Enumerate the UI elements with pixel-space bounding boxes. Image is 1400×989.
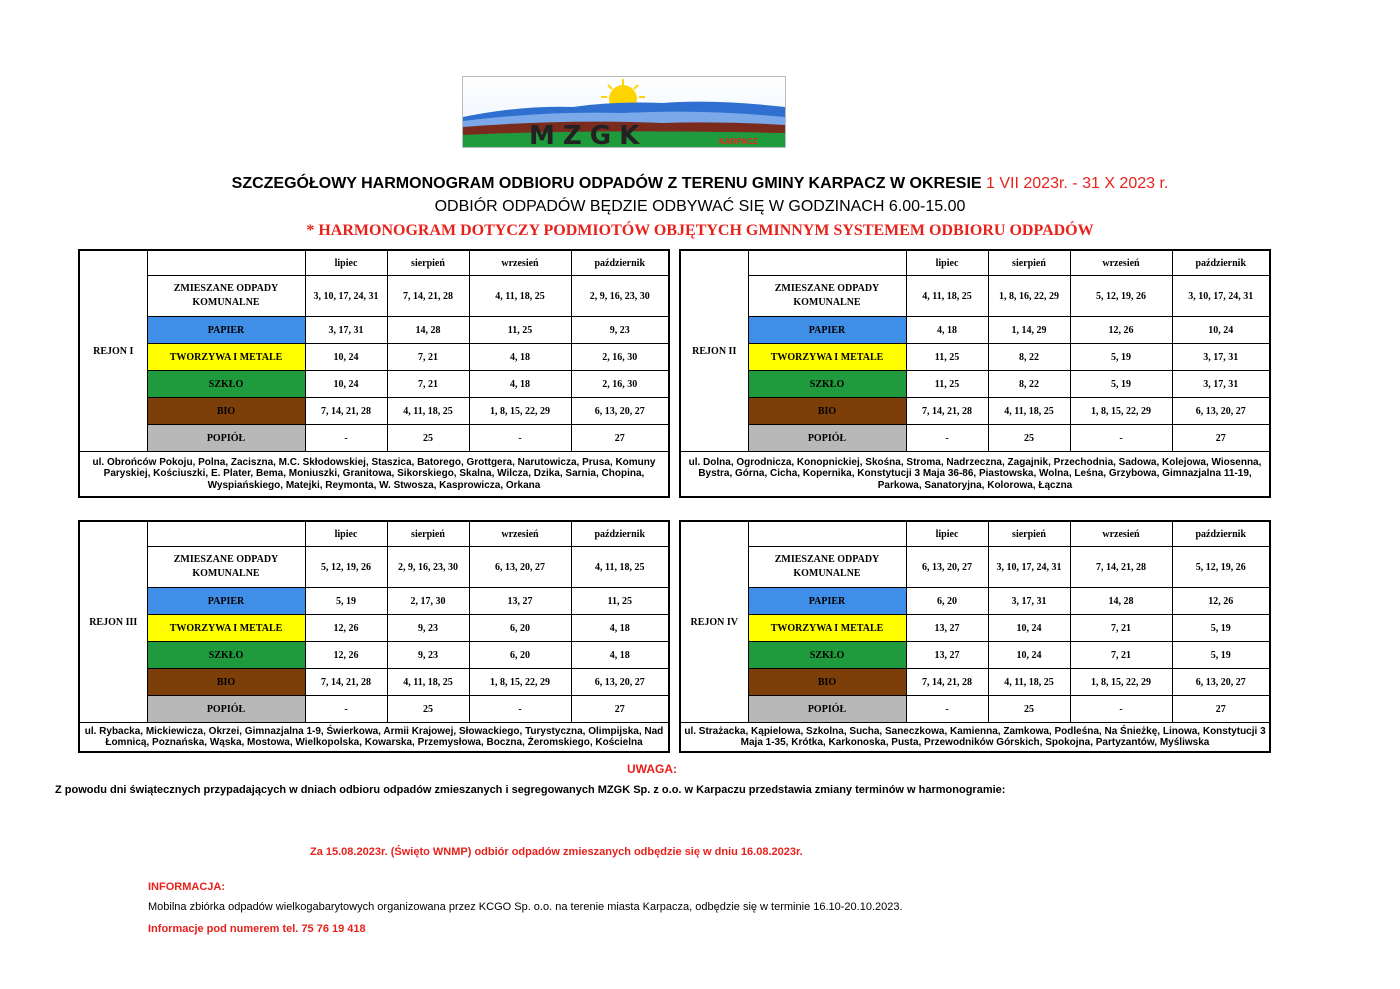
table-row: [680, 344, 1270, 371]
waste-type-label: TWORZYWA I METALE: [147, 344, 305, 371]
pickup-dates-cell: 9, 23: [387, 642, 469, 669]
pickup-dates-cell: 12, 26: [305, 642, 387, 669]
month-header: lipiec: [906, 250, 988, 276]
table-row: [79, 425, 669, 452]
pickup-dates-cell: 7, 21: [1070, 642, 1172, 669]
region-name: REJON I: [79, 250, 147, 452]
pickup-dates-cell: 5, 12, 19, 26: [305, 547, 387, 588]
pickup-dates-cell: 4, 11, 18, 25: [469, 276, 571, 317]
pickup-dates-cell: 27: [571, 425, 669, 452]
table-row: [79, 344, 669, 371]
month-header: sierpień: [988, 250, 1070, 276]
info-phone: Informacje pod numerem tel. 75 76 19 418: [148, 923, 366, 935]
pickup-dates-cell: 27: [1172, 696, 1270, 723]
pickup-dates-cell: 1, 8, 16, 22, 29: [988, 276, 1070, 317]
pickup-dates-cell: 2, 9, 16, 23, 30: [571, 276, 669, 317]
waste-type-label: BIO: [748, 669, 906, 696]
table-row: [680, 696, 1270, 723]
region-table-3: [78, 520, 670, 753]
pickup-dates-cell: 12, 26: [305, 615, 387, 642]
pickup-dates-cell: 25: [387, 696, 469, 723]
pickup-dates-cell: 4, 11, 18, 25: [387, 669, 469, 696]
pickup-dates-cell: 14, 28: [1070, 588, 1172, 615]
pickup-dates-cell: 9, 23: [387, 615, 469, 642]
table-row: [680, 669, 1270, 696]
pickup-dates-cell: 3, 10, 17, 24, 31: [305, 276, 387, 317]
table-row: [79, 615, 669, 642]
header-blank: [147, 521, 305, 547]
pickup-dates-cell: 7, 21: [1070, 615, 1172, 642]
month-header: wrzesień: [1070, 521, 1172, 547]
waste-type-label: PAPIER: [147, 317, 305, 344]
month-header: październik: [571, 521, 669, 547]
streets-list: ul. Rybacka, Mickiewicza, Okrzei, Gimnazjalna 1-9, Świerkowa, Armii Krajowej, Słowackiego, Turystyczna, Olimpijska, Nad Łomnicą, Poznańska, Wąska, Mostowa, Wielkopolska, Kowarska, Przemysłowa, Boczna, Żeromskiego, Kościelna: [79, 723, 669, 753]
pickup-dates-cell: 12, 26: [1070, 317, 1172, 344]
table-row: [79, 588, 669, 615]
pickup-dates-cell: 10, 24: [988, 615, 1070, 642]
table-row: [79, 276, 669, 317]
pickup-dates-cell: 6, 13, 20, 27: [571, 398, 669, 425]
pickup-dates-cell: 3, 17, 31: [1172, 371, 1270, 398]
pickup-dates-cell: 13, 27: [906, 615, 988, 642]
pickup-dates-cell: 6, 13, 20, 27: [1172, 669, 1270, 696]
pickup-dates-cell: 27: [1172, 425, 1270, 452]
table-row: [680, 425, 1270, 452]
page-title: SZCZEGÓŁOWY HARMONOGRAM ODBIORU ODPADÓW Z TERENU GMINY KARPACZ W OKRESIE 1 VII 2023r. - 31 X 2023 r.: [231, 175, 1169, 192]
pickup-dates-cell: 4, 18: [469, 344, 571, 371]
holiday-change: Za 15.08.2023r. (Święto WNMP) odbiór odpadów zmieszanych odbędzie się w dniu 16.08.2023r.: [310, 846, 803, 858]
pickup-dates-cell: 12, 26: [1172, 588, 1270, 615]
pickup-dates-cell: -: [1070, 425, 1172, 452]
uwaga-label: UWAGA:: [627, 762, 677, 776]
pickup-dates-cell: -: [469, 425, 571, 452]
pickup-dates-cell: 6, 13, 20, 27: [571, 669, 669, 696]
pickup-dates-cell: 10, 24: [305, 371, 387, 398]
waste-type-label: PAPIER: [748, 588, 906, 615]
period: 1 VII 2023r. - 31 X 2023 r.: [986, 175, 1169, 192]
pickup-dates-cell: 8, 22: [988, 344, 1070, 371]
pickup-dates-cell: 4, 18: [571, 642, 669, 669]
region-table-1: [78, 249, 670, 498]
pickup-dates-cell: 11, 25: [571, 588, 669, 615]
streets-list: ul. Dolna, Ogrodnicza, Konopnickiej, Skośna, Stroma, Nadrzeczna, Zagajnik, Przechodnia, Sadowa, Kolejowa, Wiosenna, Bystra, Górna, Cicha, Kopernika, Konstytucji 3 Maja 36-86, Piastowska, Wolna, Leśna, Grzybowa, Gimnazjalna 11-19, Parkowa, Sanatoryjna, Kolorowa, Łączna: [680, 452, 1270, 498]
table-row: [680, 276, 1270, 317]
pickup-dates-cell: -: [1070, 696, 1172, 723]
pickup-dates-cell: 9, 23: [571, 317, 669, 344]
table-row: [79, 317, 669, 344]
waste-type-label: POPIÓŁ: [147, 696, 305, 723]
waste-type-label: SZKŁO: [748, 642, 906, 669]
table-row: [79, 547, 669, 588]
waste-type-label: ZMIESZANE ODPADY KOMUNALNE: [147, 276, 305, 317]
pickup-dates-cell: 13, 27: [469, 588, 571, 615]
month-header: sierpień: [387, 250, 469, 276]
streets-list: ul. Obrońców Pokoju, Polna, Zaciszna, M.C. Skłodowskiej, Staszica, Batorego, Grottgera, Narutowicza, Prusa, Komuny Paryskiej, Kościuszki, E. Plater, Bema, Moniuszki, Granitowa, Sikorskiego, Skalna, Wilcza, Dzika, Sarnia, Chopina, Wyspiańskiego, Matejki, Reymonta, W. Stwosza, Kasprowicza, Orkana: [79, 452, 669, 498]
pickup-dates-cell: 1, 8, 15, 22, 29: [469, 669, 571, 696]
pickup-dates-cell: 10, 24: [1172, 317, 1270, 344]
pickup-dates-cell: 4, 11, 18, 25: [387, 398, 469, 425]
pickup-dates-cell: 7, 14, 21, 28: [305, 398, 387, 425]
pickup-dates-cell: 3, 17, 31: [988, 588, 1070, 615]
region-name: REJON IV: [680, 521, 748, 723]
region-name: REJON III: [79, 521, 147, 723]
month-header: wrzesień: [1070, 250, 1172, 276]
pickup-dates-cell: -: [906, 425, 988, 452]
table-row: [680, 317, 1270, 344]
table-row: [680, 642, 1270, 669]
waste-type-label: SZKŁO: [748, 371, 906, 398]
pickup-dates-cell: 4, 11, 18, 25: [906, 276, 988, 317]
pickup-dates-cell: 5, 12, 19, 26: [1172, 547, 1270, 588]
pickup-dates-cell: 2, 16, 30: [571, 344, 669, 371]
pickup-dates-cell: 4, 18: [906, 317, 988, 344]
pickup-dates-cell: 5, 19: [305, 588, 387, 615]
pickup-dates-cell: 25: [387, 425, 469, 452]
region-table-2: [679, 249, 1271, 498]
waste-type-label: SZKŁO: [147, 371, 305, 398]
pickup-dates-cell: 13, 27: [906, 642, 988, 669]
mzgk-logo: [462, 76, 786, 148]
info-text: Mobilna zbiórka odpadów wielkogabarytowych organizowana przez KCGO Sp. o.o. na terenie miasta Karpacza, odbędzie się w terminie 16.10-20.10.2023.: [148, 901, 903, 913]
header-blank: [147, 250, 305, 276]
waste-type-label: BIO: [748, 398, 906, 425]
table-row: [680, 398, 1270, 425]
table-row: [79, 642, 669, 669]
pickup-dates-cell: 2, 16, 30: [571, 371, 669, 398]
table-row: [680, 615, 1270, 642]
pickup-dates-cell: 1, 14, 29: [988, 317, 1070, 344]
pickup-dates-cell: 3, 10, 17, 24, 31: [988, 547, 1070, 588]
region-table-4: [679, 520, 1271, 753]
pickup-dates-cell: 7, 14, 21, 28: [1070, 547, 1172, 588]
pickup-dates-cell: 2, 9, 16, 23, 30: [387, 547, 469, 588]
table-row: [79, 371, 669, 398]
pickup-dates-cell: -: [305, 696, 387, 723]
table-row: [79, 669, 669, 696]
header-blank: [748, 250, 906, 276]
region-name: REJON II: [680, 250, 748, 452]
pickup-dates-cell: 3, 10, 17, 24, 31: [1172, 276, 1270, 317]
pickup-dates-cell: 1, 8, 15, 22, 29: [469, 398, 571, 425]
month-header: lipiec: [305, 250, 387, 276]
pickup-dates-cell: 6, 20: [906, 588, 988, 615]
pickup-dates-cell: 1, 8, 15, 22, 29: [1070, 398, 1172, 425]
header-blank: [748, 521, 906, 547]
waste-type-label: TWORZYWA I METALE: [748, 344, 906, 371]
pickup-dates-cell: 3, 17, 31: [305, 317, 387, 344]
waste-type-label: BIO: [147, 669, 305, 696]
pickup-dates-cell: 10, 24: [988, 642, 1070, 669]
waste-type-label: POPIÓŁ: [748, 696, 906, 723]
pickup-dates-cell: -: [906, 696, 988, 723]
waste-type-label: PAPIER: [147, 588, 305, 615]
pickup-dates-cell: 14, 28: [387, 317, 469, 344]
waste-type-label: SZKŁO: [147, 642, 305, 669]
month-header: październik: [1172, 521, 1270, 547]
month-header: sierpień: [387, 521, 469, 547]
month-header: lipiec: [906, 521, 988, 547]
logo-brand-text: MZGK: [529, 121, 648, 148]
pickup-dates-cell: 25: [988, 425, 1070, 452]
pickup-dates-cell: 5, 19: [1070, 344, 1172, 371]
waste-type-label: ZMIESZANE ODPADY KOMUNALNE: [748, 276, 906, 317]
streets-list: ul. Strażacka, Kąpielowa, Szkolna, Sucha, Saneczkowa, Kamienna, Zamkowa, Podleśna, Na Śnieżkę, Linowa, Konstytucji 3 Maja 1-35, Krótka, Karkonoska, Pusta, Przewodników Górskich, Spokojna, Partyzantów, Myśliwska: [680, 723, 1270, 753]
pickup-dates-cell: 3, 17, 31: [1172, 344, 1270, 371]
pickup-dates-cell: 4, 18: [571, 615, 669, 642]
pickup-dates-cell: -: [305, 425, 387, 452]
pickup-dates-cell: 4, 11, 18, 25: [988, 398, 1070, 425]
pickup-dates-cell: 7, 14, 21, 28: [906, 398, 988, 425]
pickup-dates-cell: 5, 19: [1172, 615, 1270, 642]
pickup-dates-cell: 7, 14, 21, 28: [387, 276, 469, 317]
pickup-dates-cell: 7, 14, 21, 28: [906, 669, 988, 696]
pickup-dates-cell: 2, 17, 30: [387, 588, 469, 615]
info-title: INFORMACJA:: [148, 881, 225, 893]
pickup-dates-cell: 6, 20: [469, 642, 571, 669]
pickup-dates-cell: 10, 24: [305, 344, 387, 371]
uwaga-intro: Z powodu dni świątecznych przypadających w dniach odbioru odpadów zmieszanych i segregowanych MZGK Sp. z o.o. w Karpaczu przedstawia zmiany terminów w harmonogramie:: [55, 784, 1006, 796]
waste-type-label: POPIÓŁ: [147, 425, 305, 452]
pickup-dates-cell: 6, 13, 20, 27: [469, 547, 571, 588]
month-header: październik: [571, 250, 669, 276]
waste-type-label: PAPIER: [748, 317, 906, 344]
pickup-dates-cell: 11, 25: [906, 344, 988, 371]
waste-type-label: TWORZYWA I METALE: [147, 615, 305, 642]
pickup-dates-cell: 5, 12, 19, 26: [1070, 276, 1172, 317]
waste-type-label: BIO: [147, 398, 305, 425]
pickup-dates-cell: 8, 22: [988, 371, 1070, 398]
waste-type-label: TWORZYWA I METALE: [748, 615, 906, 642]
waste-type-label: ZMIESZANE ODPADY KOMUNALNE: [748, 547, 906, 588]
pickup-dates-cell: -: [469, 696, 571, 723]
table-row: [79, 696, 669, 723]
month-header: wrzesień: [469, 521, 571, 547]
pickup-dates-cell: 4, 11, 18, 25: [988, 669, 1070, 696]
pickup-dates-cell: 4, 11, 18, 25: [571, 547, 669, 588]
pickup-dates-cell: 27: [571, 696, 669, 723]
table-row: [79, 398, 669, 425]
pickup-dates-cell: 6, 13, 20, 27: [906, 547, 988, 588]
hours-line: ODBIÓR ODPADÓW BĘDZIE ODBYWAĆ SIĘ W GODZINACH 6.00-15.00: [434, 198, 966, 215]
month-header: lipiec: [305, 521, 387, 547]
month-header: wrzesień: [469, 250, 571, 276]
month-header: październik: [1172, 250, 1270, 276]
waste-type-label: POPIÓŁ: [748, 425, 906, 452]
pickup-dates-cell: 5, 19: [1172, 642, 1270, 669]
pickup-dates-cell: 6, 13, 20, 27: [1172, 398, 1270, 425]
table-row: [680, 547, 1270, 588]
pickup-dates-cell: 7, 21: [387, 344, 469, 371]
pickup-dates-cell: 4, 18: [469, 371, 571, 398]
month-header: sierpień: [988, 521, 1070, 547]
pickup-dates-cell: 25: [988, 696, 1070, 723]
pickup-dates-cell: 7, 14, 21, 28: [305, 669, 387, 696]
pickup-dates-cell: 5, 19: [1070, 371, 1172, 398]
pickup-dates-cell: 7, 21: [387, 371, 469, 398]
logo-sub-text: KARPACZ: [719, 137, 758, 146]
pickup-dates-cell: 11, 25: [906, 371, 988, 398]
pickup-dates-cell: 11, 25: [469, 317, 571, 344]
scope-note: * HARMONOGRAM DOTYCZY PODMIOTÓW OBJĘTYCH GMINNYM SYSTEMEM ODBIORU ODPADÓW: [306, 222, 1094, 239]
waste-type-label: ZMIESZANE ODPADY KOMUNALNE: [147, 547, 305, 588]
table-row: [680, 588, 1270, 615]
table-row: [680, 371, 1270, 398]
pickup-dates-cell: 1, 8, 15, 22, 29: [1070, 669, 1172, 696]
pickup-dates-cell: 6, 20: [469, 615, 571, 642]
